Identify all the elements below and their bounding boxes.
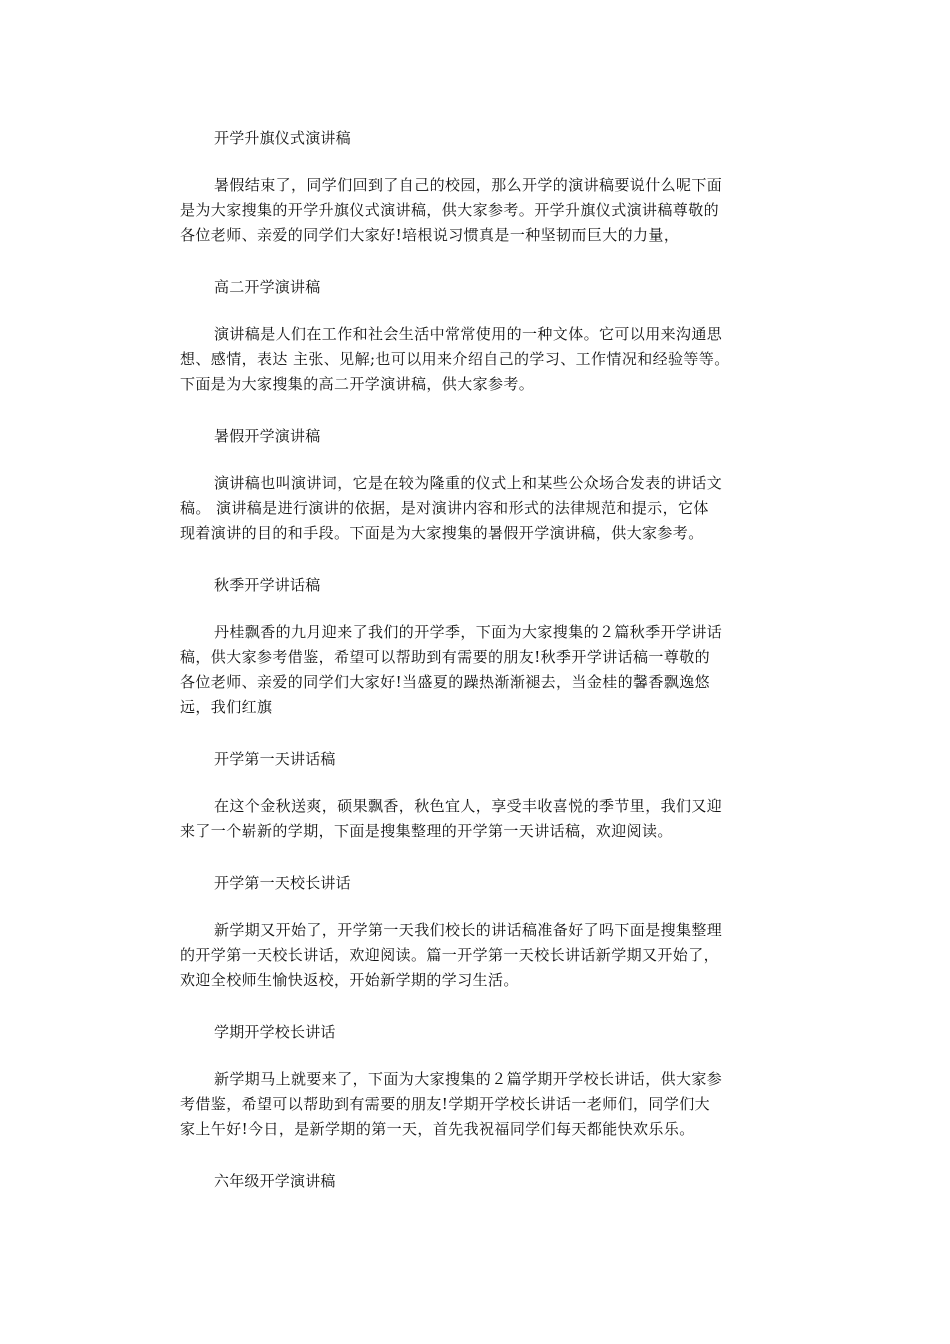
section-heading: 开学升旗仪式演讲稿 bbox=[214, 129, 351, 147]
paragraph-line: 演讲稿也叫演讲词，它是在较为隆重的仪式上和某些公众场合发表的讲话文 bbox=[214, 474, 723, 492]
section-heading: 六年级开学演讲稿 bbox=[214, 1172, 336, 1190]
section-heading: 学期开学校长讲话 bbox=[214, 1023, 336, 1041]
paragraph-line: 新学期又开始了，开学第一天我们校长的讲话稿准备好了吗下面是搜集整理 bbox=[214, 921, 723, 939]
paragraph-line: 暑假结束了，同学们回到了自己的校园，那么开学的演讲稿要说什么呢下面 bbox=[214, 176, 723, 194]
paragraph-line: 稿，供大家参考借鉴，希望可以帮助到有需要的朋友!秋季开学讲话稿一尊敬的 bbox=[180, 648, 711, 666]
paragraph-line: 新学期马上就要来了，下面为大家搜集的２篇学期开学校长讲话，供大家参 bbox=[214, 1070, 723, 1088]
section-paragraph bbox=[180, 471, 780, 546]
paragraph-line: 丹桂飘香的九月迎来了我们的开学季，下面为大家搜集的２篇秋季开学讲话 bbox=[214, 623, 723, 641]
section-paragraph bbox=[180, 322, 780, 397]
section-heading: 开学第一天校长讲话 bbox=[214, 874, 351, 892]
paragraph-line: 远，我们红旗 bbox=[180, 698, 273, 716]
section-heading: 高二开学演讲稿 bbox=[214, 278, 321, 296]
section-paragraph bbox=[180, 173, 780, 248]
paragraph-line: 是为大家搜集的开学升旗仪式演讲稿，供大家参考。开学升旗仪式演讲稿尊敬的 bbox=[180, 201, 720, 219]
section-heading: 秋季开学讲话稿 bbox=[214, 576, 321, 594]
section-heading: 开学第一天讲话稿 bbox=[214, 750, 336, 768]
paragraph-line: 的开学第一天校长讲话，欢迎阅读。篇一开学第一天校长讲话新学期又开始了， bbox=[180, 946, 720, 964]
section-paragraph bbox=[180, 918, 780, 993]
section-paragraph bbox=[180, 620, 780, 720]
paragraph-line: 欢迎全校师生愉快返校，开始新学期的学习生活。 bbox=[180, 971, 519, 989]
paragraph-line: 稿。 演讲稿是进行演讲的依据，是对演讲内容和形式的法律规范和提示，它体 bbox=[180, 499, 709, 517]
paragraph-line: 演讲稿是人们在工作和社会生活中常常使用的一种文体。它可以用来沟通思 bbox=[214, 325, 723, 343]
section-heading: 暑假开学演讲稿 bbox=[214, 427, 321, 445]
paragraph-line: 想、感情，表达 主张、见解;也可以用来介绍自己的学习、工作情况和经验等等。 bbox=[180, 350, 730, 368]
section-paragraph bbox=[180, 794, 780, 844]
paragraph-line: 考借鉴，希望可以帮助到有需要的朋友!学期开学校长讲话一老师们，同学们大 bbox=[180, 1095, 711, 1113]
paragraph-line: 家上午好!今日，是新学期的第一天，首先我祝福同学们每天都能快欢乐乐。 bbox=[180, 1120, 695, 1138]
paragraph-line: 各位老师、亲爱的同学们大家好!当盛夏的躁热渐渐褪去，当金桂的馨香飘逸悠 bbox=[180, 673, 711, 691]
paragraph-line: 现着演讲的目的和手段。下面是为大家搜集的暑假开学演讲稿，供大家参考。 bbox=[180, 524, 704, 542]
paragraph-line: 来了一个崭新的学期，下面是搜集整理的开学第一天讲话稿，欢迎阅读。 bbox=[180, 822, 673, 840]
paragraph-line: 在这个金秋送爽，硕果飘香，秋色宜人，享受丰收喜悦的季节里，我们又迎 bbox=[214, 797, 723, 815]
paragraph-line: 各位老师、亲爱的同学们大家好!培根说习惯真是一种坚韧而巨大的力量， bbox=[180, 226, 680, 244]
paragraph-line: 下面是为大家搜集的高二开学演讲稿，供大家参考。 bbox=[180, 375, 535, 393]
section-paragraph bbox=[180, 1067, 780, 1142]
